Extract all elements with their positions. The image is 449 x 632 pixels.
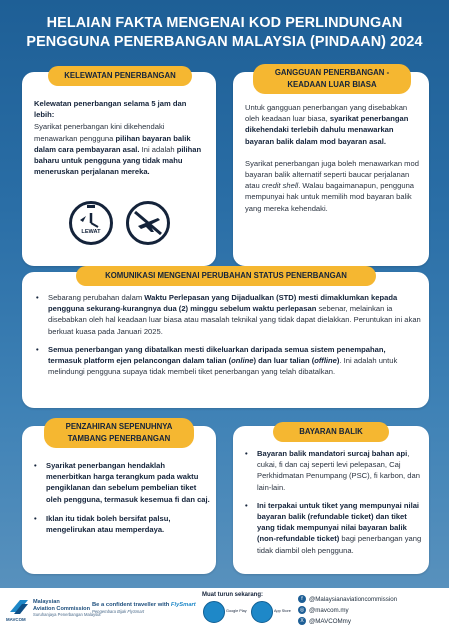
representation-list [34,460,210,542]
delay-lead: Kelewatan penerbangan selama 5 jam dan lebih: [34,99,187,120]
communication-b1-tail: sebenar, melainkan ia disebabkan oleh hal keadaan luar biasa atau masalah teknikal yang tidak dapat dielakkan. Peruntukan ini akan berkuat kuasa pada Januari 2025. [48,304,421,336]
title-line-1: HELAIAN FAKTA MENGENAI KOD PERLINDUNGAN [46,15,403,31]
representation-card [22,426,216,574]
communication-bullet-2 [36,344,421,378]
logo-abbr: MAVCOM [6,617,26,622]
delay-heading: KELEWATAN PENERBANGAN [48,66,192,86]
representation-bullet-1: • Syarikat penerbangan hendaklah menerbitkan harga terangkum pada waktu pengiklanan dan sebelum pembelian tiket oleh pengguna, termasuk kesemua fi dan caj. [34,460,210,505]
delay-p1-bold: pilihan bayaran balik dalam cara pembayaran asal. [34,133,191,154]
slogan-pre: Be a confident traveller with [92,602,171,608]
communication-b2-mid: ) dan luar talian ( [253,356,315,366]
org-line-1: Malaysian [33,599,60,605]
refund-bullet-1 [245,448,423,493]
communication-b1-bold: Waktu Perlepasan yang Dijadualkan (STD) mesti dimaklumkan kepada pengguna sekurang-kurangnya dua (2) minggu sebelum waktu perlepasan [48,293,398,314]
representation-heading-line-2: TAMBANG PENERBANGAN [67,434,171,443]
social-instagram[interactable] [298,606,349,615]
delay-p1-bold2: pilihan baharu untuk pengguna yang tidak mahu meneruskan perjalanan mereka. [34,144,202,177]
disruption-paragraph-1 [245,102,421,147]
communication-b2-online: online [231,356,254,366]
refund-b1-tail: , cukai, fi dan caj seperti levi pelepasan, Caj Perkhidmatan Penumpang (PSC), fi karbon, dan lain-lain. [257,449,420,492]
delay-p1: Syarikat penerbangan kini dikehendaki menawarkan pengguna [34,122,165,143]
disruption-heading-line-2: KEADAAN LUAR BIASA [287,80,377,89]
refund-b2-bold: Ini terpakai untuk tiket yang mempunyai nilai bayaran balik (refundable ticket) dan tiket yang tidak mempunyai nilai bayaran balik (non-refundable ticket) [257,500,420,544]
x-handle: @MAVCOMmy [309,618,351,625]
refund-b2-tail: bagi penerbangan yang tidak diambil oleh pengguna. [257,534,422,555]
disruption-paragraph-2 [245,158,421,214]
delay-body [34,98,208,177]
communication-card [22,272,429,408]
title-line-2: PENGGUNA PENERBANGAN MALAYSIA (PINDAAN) 2024 [26,34,423,50]
communication-b2-bold: Semua penerbangan yang dibatalkan mesti dikeluarkan daripada semua sistem penempahan, termasuk platform ejen pelancongan dalam talian ( [48,344,386,366]
communication-b2-tail: . Ini adalah untuk melindungi pengguna supaya tidak membeli tiket penerbangan yang telah dibatalkan. [48,356,398,377]
disruption-heading [253,64,411,94]
slogan [92,602,196,615]
slogan-line [92,602,196,609]
communication-b2-close: ) [336,356,340,366]
disruption-p2-tail: . Walau bagaimanapun, pengguna mempunyai hak untuk memilih mod bayaran balik yang mereka kehendaki. [245,181,415,213]
facebook-handle: @Malaysianaviationcommission [309,596,398,603]
google-play-label[interactable]: Google Play [226,609,247,613]
social-facebook[interactable] [298,595,397,604]
communication-heading: KOMUNIKASI MENGENAI PERUBAHAN STATUS PENERBANGAN [76,266,376,286]
disruption-p2: Syarikat penerbangan juga boleh menawarkan mod bayaran balik alternatif seperti baucar perjalanan atau [245,158,419,191]
delay-card [22,72,216,266]
app-store-label[interactable]: App Store [274,609,291,613]
refund-bullet-2 [245,500,423,556]
disruption-body [245,102,421,214]
no-flight-icon [126,201,170,245]
slogan-sub: Pengembara Bijak FlySmart [92,608,145,614]
mavcom-logo [8,598,30,616]
facebook-icon: f [298,595,306,603]
footer [0,588,449,632]
delay-p1-tail: Ini adalah [139,144,177,154]
download-label: Muat turun sekarang: [202,592,264,598]
page-title [10,14,439,52]
disruption-p1-bold: syarikat penerbangan dikehendaki terlebih dahulu menawarkan bayaran balik dalam mod bayaran asal. [245,114,409,146]
slogan-brand: FlySmart [170,602,196,608]
clock-icon [69,201,113,245]
google-play-qr[interactable] [203,601,225,623]
communication-bullet-1 [36,292,421,337]
representation-heading-line-1: PENZAHIRAN SEPENUHNYA [65,422,173,431]
disruption-card [233,72,429,266]
disruption-heading-line-1: GANGGUAN PENERBANGAN - [274,68,390,77]
representation-heading [44,418,194,448]
social-x[interactable] [298,617,351,626]
disruption-p1: Untuk gangguan penerbangan yang disebabkan oleh keadaan luar biasa, [245,103,408,124]
refund-heading: BAYARAN BALIK [273,422,389,442]
communication-b2-offline: offline [314,356,337,366]
delay-paragraph [34,121,208,177]
org-line-3: Suruhanjaya Penerbangan Malaysia [33,612,101,618]
org-name [33,599,101,619]
instagram-icon: ◎ [299,607,305,614]
refund-list [245,448,423,563]
instagram-handle: @mavcom.my [309,607,349,614]
x-icon: X [298,617,306,625]
communication-list [36,292,421,384]
org-line-2: Aviation Commission [33,605,90,612]
communication-b1-pre: Sebarang perubahan dalam [48,293,145,302]
app-store-qr[interactable] [251,601,273,623]
representation-bullet-2: • Iklan itu tidak boleh bersifat palsu, mengelirukan atau memperdaya. [34,513,210,535]
refund-card [233,426,429,574]
disruption-p2-italic: credit shell [261,181,299,191]
refund-b1-bold: Bayaran balik mandatori surcaj bahan api [257,449,408,458]
clock-label: LEWAT [81,229,101,235]
